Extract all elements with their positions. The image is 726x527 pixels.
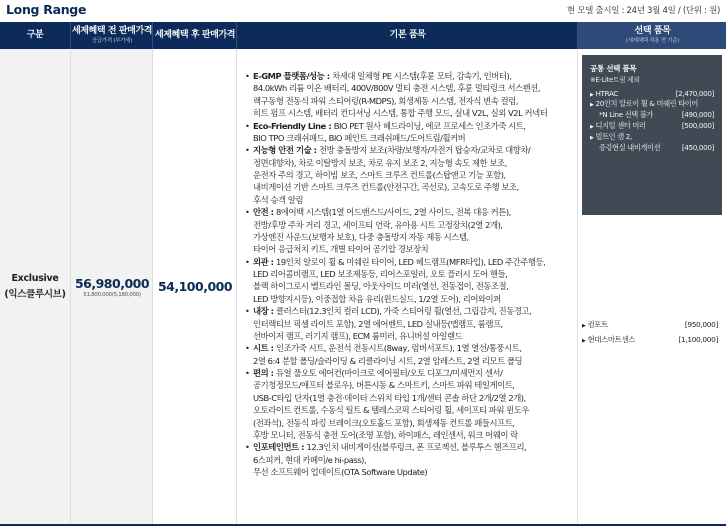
bullet-arrow-icon: ▶ <box>590 135 594 141</box>
feature-item <box>245 120 575 145</box>
feature-label: E-GMP 플랫폼/성능 : <box>253 71 333 81</box>
feature-label: 시트 : <box>253 343 277 354</box>
feature-label: 내장 : <box>253 306 277 317</box>
common-options-title: 공통 선택 품목 <box>590 64 637 73</box>
feature-text: 인조가죽 시트, 운전석 전동시트(8way, 럼버서포트), 1열 열선/통풍시트, <box>276 343 522 354</box>
feature-text: 전방/후방 주차 거리 경고, 세이프티 언락, 유아용 시트 고정장치(2열 2개), <box>253 219 503 230</box>
feature-list <box>245 70 575 478</box>
feature-text: 12.3인치 내비게이션(블루링크, 폰 프로젝션, 블루투스 핸즈프리, <box>306 442 527 453</box>
bullet-arrow-icon: ▶ <box>590 92 594 98</box>
option-price: [450,000] <box>681 143 714 152</box>
feature-text: 후석 승객 알림 <box>253 194 304 205</box>
option-name: 증강현실 내비게이션 <box>599 143 661 152</box>
feature-text: 가상엔진 사운드(보행자 보호), 다중 충돌방지 자동 제동 시스템, <box>253 231 469 242</box>
feature-item <box>245 144 575 206</box>
feature-text: 블랙 하이그로시 벨트라인 몰딩, 아웃사이드 미러(열선, 전동접이, 전동조절, <box>253 281 509 292</box>
feature-item <box>245 342 575 367</box>
post-tax-price-cell <box>152 49 237 524</box>
option-name: 20인치 알로이 휠 & 미쉐린 타이어 <box>595 99 698 108</box>
header-basic-features: 기본 품목 <box>236 22 578 49</box>
feature-text: USB-C타입 단자(1열 충전·데이터 스위치 타입 1개/센터 콘솔 하단 2개/2열 2개), <box>253 392 526 403</box>
feature-item <box>245 367 575 441</box>
release-note: 현 모델 출시일 : 24년 3월 4일 / (단위 : 원) <box>566 6 720 16</box>
post-tax-price: 54,100,000 <box>157 279 233 294</box>
option-name: 현대스마트센스 <box>587 335 636 344</box>
header-post-tax-price: 세제혜택 후 판매가격 <box>152 22 237 49</box>
header-pre-tax-price: 세제혜택 전 판매가격 공급가격 (부가세) <box>70 22 153 49</box>
feature-text: 무선 소프트웨어 업데이트(OTA Software Update) <box>253 467 428 477</box>
feature-text: LED 리어콤비램프, LED 보조제동등, 리어스포일러, 오토 플러시 도어 핸들, <box>253 269 508 279</box>
feature-text: 8에어백 시스템(1열 어드밴스드/사이드, 2열 사이드, 전복 대응 커튼), <box>276 207 511 218</box>
feature-item <box>245 70 575 120</box>
feature-text: 차세대 일체형 PE 시스템(후륜 모터, 감속기, 인버터), <box>332 71 512 81</box>
common-options-note: ※E-Lite트림 제외 <box>590 76 640 84</box>
option-price: [500,000] <box>681 121 714 130</box>
feature-item <box>245 256 575 306</box>
pre-tax-price-cell <box>70 49 153 524</box>
table-bottom-rule <box>0 524 726 526</box>
feature-text: 타이어 응급처치 키트, 개별 타이어 공기압 경보장치 <box>253 244 429 255</box>
feature-text: 6스피커, 현대 카페이/e hi-pass), <box>253 454 367 465</box>
option-price: [490,000] <box>681 110 714 119</box>
feature-label: 안전 : <box>253 207 277 218</box>
feature-text: 오토라이트 컨트롤, 수동식 틸트 & 텔레스코픽 스티어링 휠, 세이프티 파워 윈도우 <box>253 405 530 416</box>
bullet-arrow-icon: ▶ <box>582 323 586 329</box>
header-category: 구분 <box>26 30 44 40</box>
option-price: [950,000] <box>684 320 718 329</box>
page-title: Long Range <box>6 2 87 17</box>
feature-text: 2열 6:4 분할 폴딩/슬라이딩 & 리클라이닝 시트, 2열 암레스트, 2열 리모트 폴딩 <box>253 355 523 366</box>
trim-name: Exclusive <box>11 273 59 284</box>
option-name: *N Line 선택 불가 <box>599 110 654 119</box>
feature-text: LED 방향지시등), 이중접합 차음 유리(윈드실드, 1/2열 도어), 리어와이퍼 <box>253 293 501 304</box>
feature-text: 내비게이션 기반 스마트 크루즈 컨트롤(안전구간, 곡선로), 고속도로 주행 보조, <box>253 182 519 193</box>
feature-text: 선바이저 램프, 러기지 램프), ECM 룸미러, 유니버설 아일랜드 <box>253 330 463 341</box>
feature-item <box>245 206 575 256</box>
basic-features-cell <box>236 49 578 524</box>
option-price: [2,470,000] <box>675 89 714 98</box>
option-price: [1,100,000] <box>678 335 718 344</box>
feature-label: Eco-Friendly Line : <box>253 120 334 131</box>
trim-row-exclusive <box>0 49 726 524</box>
feature-text: 19인치 알로이 휠 & 미쉐린 타이어, LED 헤드램프(MFR타입), LED 주간주행등, <box>276 256 546 267</box>
bullet-arrow-icon: ▶ <box>582 338 586 344</box>
feature-text: 공기청정모드/애프터 블로우), 버튼시동 & 스마트키, 스마트 파워 테일게이트, <box>253 380 515 391</box>
feature-item <box>245 441 575 478</box>
feature-text: BIO PET 원사 헤드라이닝, 에코 프로세스 인조가죽 시트, <box>333 120 526 131</box>
option-name: 빌트인 캠 2, <box>595 132 632 141</box>
table-header <box>0 22 726 49</box>
feature-text: 84.0kWh 리튬 이온 배터리, 400V/800V 멀티 충전 시스템, 후륜 멀티링크 서스펜션, <box>253 83 541 94</box>
bullet-arrow-icon: ▶ <box>590 124 594 130</box>
feature-label: 인포테인먼트 : <box>253 442 307 453</box>
feature-label: 외관 : <box>253 256 277 267</box>
trim-name-kr: (익스클루시브) <box>4 289 66 300</box>
common-options-box <box>582 55 722 215</box>
trim-name-cell <box>0 49 70 524</box>
feature-text: (전좌석), 전동식 파킹 브레이크(오토홀드 포함), 회생제동 컨트롤 패들시프트, <box>253 417 515 428</box>
feature-label: 지능형 안전 기술 : <box>253 145 319 156</box>
feature-text: 히트 펌프 시스템, 배터리 컨디셔닝 시스템, 통합 주행 모드, 실내 V2L, 실외 V2L 커넥터 <box>253 108 548 119</box>
feature-text: 후방 모니터, 전동식 충전 도어(조명 포함), 하이패스, 레인센서, 워크 어웨이 락 <box>253 429 518 440</box>
feature-text: 전방 충돌방지 보조(차량/보행자/자전거 탑승자/교차로 대향차/ <box>318 145 531 156</box>
pre-tax-price: 56,980,000 <box>74 275 150 291</box>
option-name: 컴포트 <box>587 320 608 329</box>
feature-text: 듀얼 풀오토 에어컨(마이크로 에어필터/오토 디포그/미세먼지 센서/ <box>276 368 503 378</box>
feature-text: 클러스터(12.3인치 컬러 LCD), 가죽 스티어링 휠(열선, 그립감지, 진동경고, <box>276 306 532 317</box>
feature-text: 인터랙티브 픽셀 라이트 포함), 2열 에어벤트, LED 실내등(맵램프, 룸램프, <box>253 318 503 329</box>
options-cell <box>577 49 726 524</box>
feature-text: BIO TPO 크래쉬패드, BIO 페인트 크래쉬패드/도어트림/휠커버 <box>253 132 466 143</box>
supply-price-detail: 51,800,000(5,180,000) <box>83 291 141 298</box>
header-options: 선택 품목 (세제혜택 적용 전 기준) <box>577 22 726 49</box>
feature-text: 정면대향차), 차로 이탈방지 보조, 차로 유지 보조 2, 지능형 속도 제한 보조, <box>253 157 507 168</box>
feature-label: 편의 : <box>253 368 277 378</box>
option-name: 디지털 센터 미러 <box>595 121 646 130</box>
feature-item <box>245 305 575 342</box>
bullet-arrow-icon: ▶ <box>590 102 594 108</box>
feature-text: 운전자 주의 경고, 하이빔 보조, 스마트 크루즈 컨트롤(스탑앤고 기능 포함), <box>253 170 506 180</box>
feature-text: 랙구동형 전동식 파워 스티어링(R-MDPS), 회생제동 시스템, 전자식 변속 컬럼, <box>253 95 519 106</box>
option-name: HTRAC <box>595 89 619 98</box>
